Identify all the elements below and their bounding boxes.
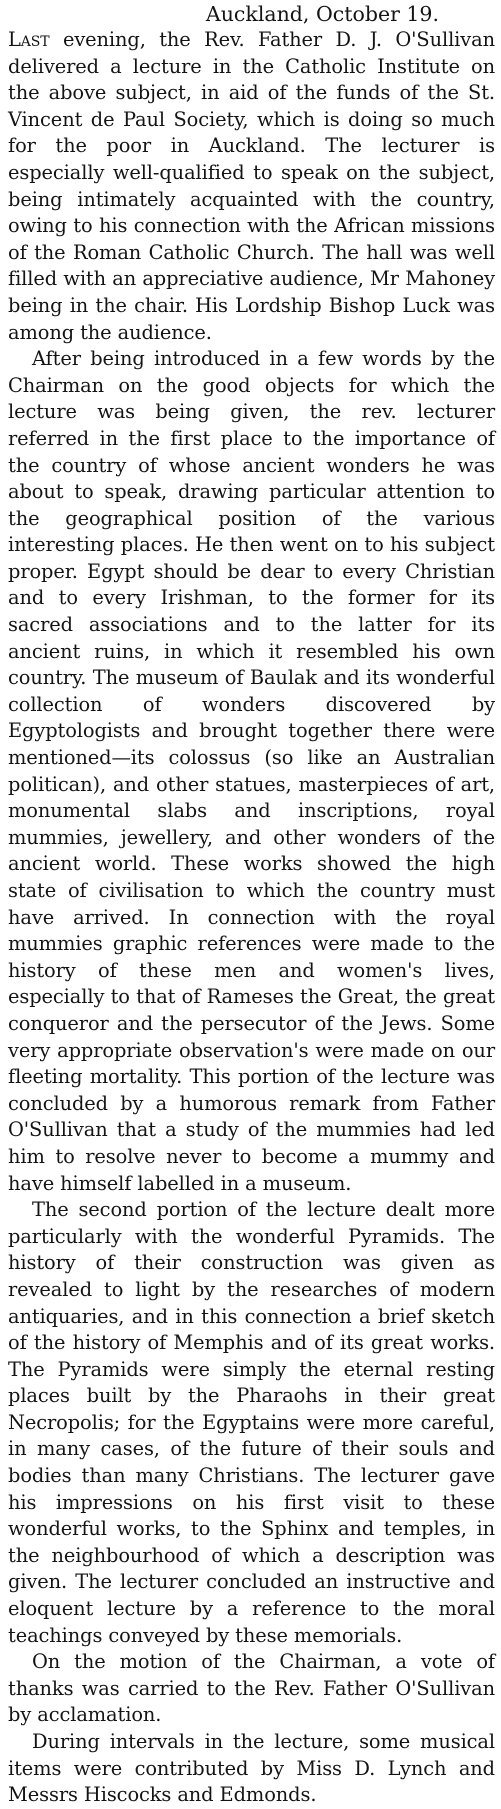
dateline: Auckland, October 19. bbox=[205, 2, 439, 26]
article-paragraph-music: During intervals in the lecture, some musical items were contributed by Miss D. Lynch and Messrs Hiscocks and Edmonds. bbox=[8, 1730, 495, 1807]
lead-word: Last bbox=[8, 28, 50, 51]
intro-text: evening, the Rev. Father D. J. O'Sullivan delivered a lecture in the Catholic Institute on the above subject, in aid of the funds of the St. Vincent de Paul Society, which is doing so much for the poor in Auckland. The lecturer is especially well-qualified to speak on the subject, being intimately acquainted with the country, owing to his connection with the African missions of the Roman Catholic Church. The hall was well filled with an appreciative audience, Mr Mahoney being in the chair. His Lordship Bishop Luck was among the audience. bbox=[8, 28, 495, 344]
article-paragraph-intro bbox=[8, 27, 495, 346]
article-paragraph-vote-of-thanks: On the motion of the Chairman, a vote of thanks was carried to the Rev. Father O'Sullivan by acclamation. bbox=[8, 1650, 495, 1727]
article-paragraph-museum: After being introduced in a few words by the Chairman on the good objects for which the lecture was being given, the rev. lecturer referred in the first place to the importance of the country of whose ancient wonders he was about to speak, drawing particular attention to the geographical position of the various interesting places. He then went on to his subject proper. Egypt should be dear to every Christian and to every Irishman, to the former for its sacred associations and to the latter for its ancient ruins, in which it resembled his own country. The museum of Baulak and its wonderful collection of wonders discovered by Egyptologists and brought together there were mentioned—its colossus (so like an Australian politican), and other statues, masterpieces of art, monumental slabs and inscriptions, royal mummies, jewellery, and other wonders of the ancient world. These works showed the high state of civilisation to which the country must have arrived. In connection with the royal mummies graphic references were made to the history of these men and women's lives, especially to that of Rameses the Great, the great conqueror and the persecutor of the Jews. Some very appropriate observation's were made on our fleeting mortality. This portion of the lecture was concluded by a humorous remark from Father O'Sullivan that a study of the mummies had led him to resolve never to become a mummy and have himself labelled in a museum. bbox=[8, 347, 495, 1195]
article-paragraph-pyramids: The second portion of the lecture dealt more particularly with the wonderful Pyramids. The history of their construction was given as revealed to light by the researches of modern antiquaries, and in this connection a brief sketch of the history of Memphis and of its great works. The Pyramids were simply the eternal resting places built by the Pharaohs in their great Necropolis; for the Egyptains were more careful, in many cases, of the future of their souls and bodies than many Christians. The lecturer gave his impressions on his first visit to these wonderful works, to the Sphinx and temples, in the neighbourhood of which a description was given. The lecturer concluded an instructive and eloquent lecture by a reference to the moral teachings conveyed by these memorials. bbox=[8, 1198, 495, 1647]
